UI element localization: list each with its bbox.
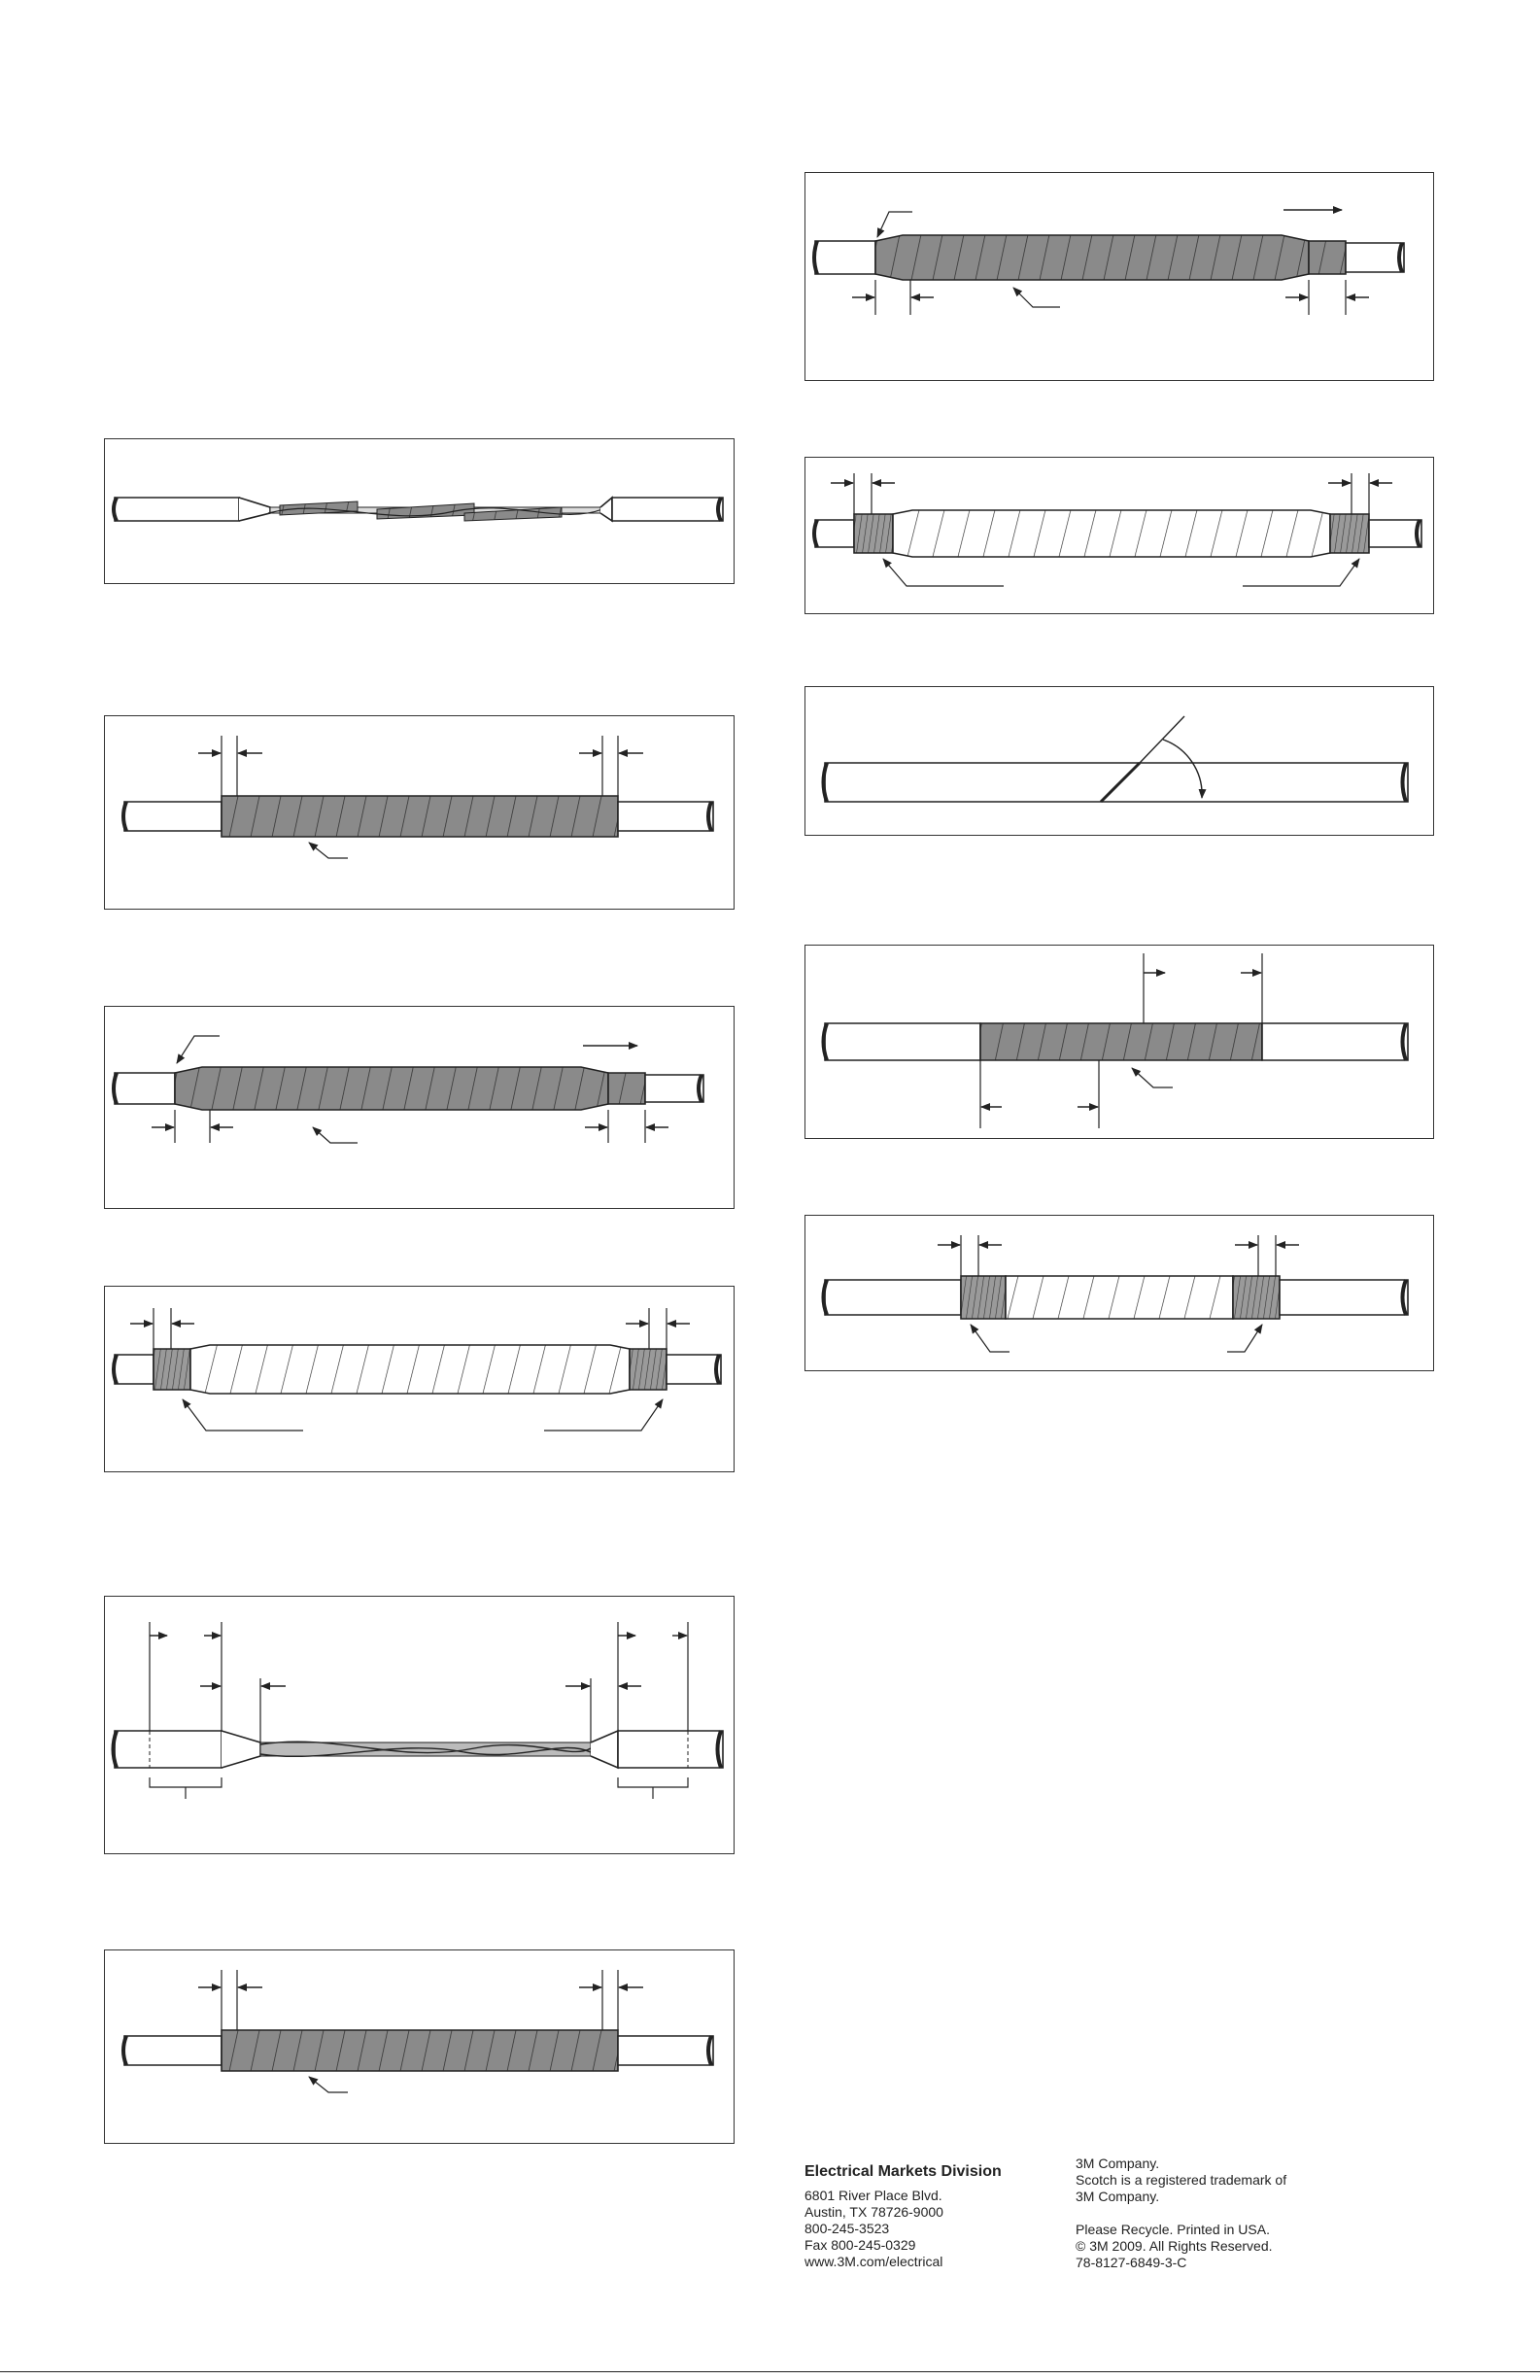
bottom-rule bbox=[0, 2371, 1540, 2372]
legal-line: © 3M 2009. All Rights Reserved. bbox=[1076, 2238, 1273, 2254]
figure-light-wrap-bands bbox=[104, 1286, 735, 1472]
figure-dark-wrap bbox=[104, 715, 735, 910]
figure-dark-wrap-arrow bbox=[104, 1006, 735, 1209]
company-line: 3M Company. bbox=[1076, 2156, 1160, 2171]
figure-right-light-wrap-bands bbox=[804, 457, 1434, 614]
figure-twisted-splice bbox=[104, 438, 735, 584]
legal-line: Please Recycle. Printed in USA. bbox=[1076, 2222, 1270, 2237]
company-line: 3M Company. bbox=[1076, 2189, 1160, 2204]
figure-dark-wrap-2 bbox=[104, 1949, 735, 2144]
company-line: Scotch is a registered trademark of bbox=[1076, 2172, 1287, 2188]
address-line: Austin, TX 78726-9000 bbox=[804, 2204, 943, 2220]
footer-legal bbox=[1076, 2156, 1328, 2271]
phone-line: 800-245-3523 bbox=[804, 2221, 890, 2236]
figure-partial-dark-wrap bbox=[804, 945, 1434, 1139]
division-title: Electrical Markets Division bbox=[804, 2163, 1002, 2180]
figure-dimensioned-twist bbox=[104, 1596, 735, 1854]
footer-contact bbox=[804, 2163, 1038, 2270]
figure-light-wrap-small-bands bbox=[804, 1215, 1434, 1371]
address-line: 6801 River Place Blvd. bbox=[804, 2188, 942, 2203]
figure-right-dark-wrap-arrow bbox=[804, 172, 1434, 381]
figure-angled-cut bbox=[804, 686, 1434, 836]
website-link[interactable]: www.3M.com/electrical bbox=[804, 2254, 943, 2269]
fax-line: Fax 800-245-0329 bbox=[804, 2237, 916, 2253]
document-number: 78-8127-6849-3-C bbox=[1076, 2255, 1187, 2270]
